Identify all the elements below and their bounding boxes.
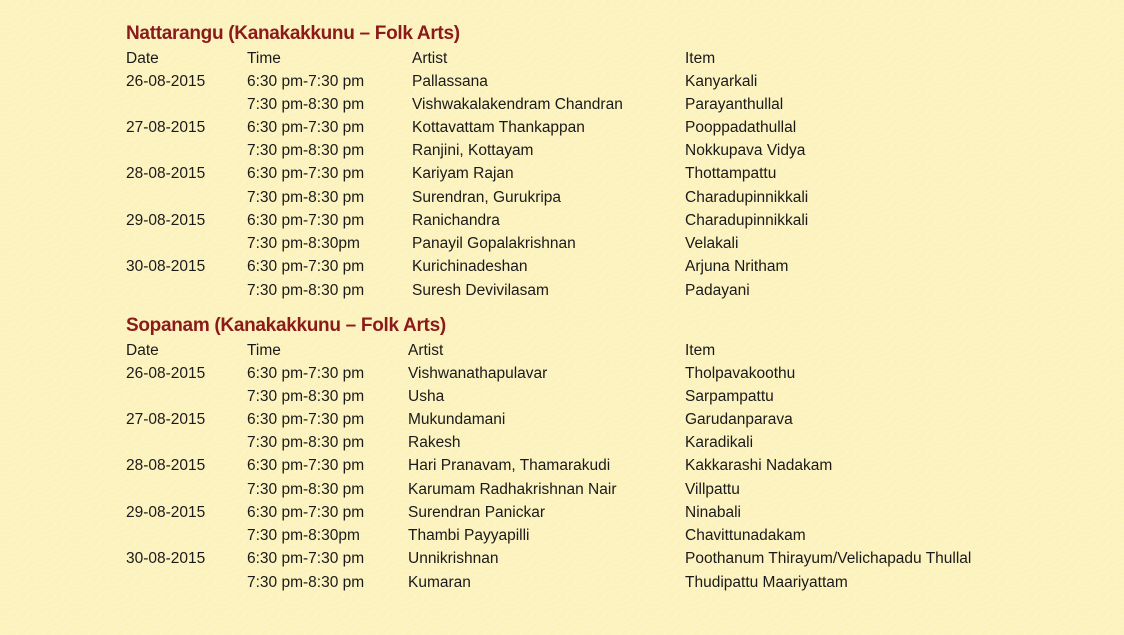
time-cell: 6:30 pm-7:30 pm <box>247 258 365 275</box>
time-cell: 7:30 pm-8:30pm <box>247 235 360 252</box>
artist-cell: Ranichandra <box>412 212 500 229</box>
item-header: Item <box>685 50 716 67</box>
table-row <box>126 235 1026 257</box>
table-row <box>126 574 1026 596</box>
section-title: Sopanam (Kanakakkunu – Folk Arts) <box>126 315 446 336</box>
time-cell: 6:30 pm-7:30 pm <box>247 457 365 474</box>
table-header-row <box>126 342 1026 364</box>
item-cell: Kakkarashi Nadakam <box>685 457 833 474</box>
artist-cell: Karumam Radhakrishnan Nair <box>408 481 617 498</box>
table-row <box>126 165 1026 187</box>
table-row <box>126 434 1026 456</box>
date-header: Date <box>126 342 159 359</box>
artist-header: Artist <box>412 50 448 67</box>
table-row <box>126 457 1026 479</box>
artist-cell: Panayil Gopalakrishnan <box>412 235 576 252</box>
time-cell: 6:30 pm-7:30 pm <box>247 550 365 567</box>
time-cell: 6:30 pm-7:30 pm <box>247 504 365 521</box>
item-cell: Padayani <box>685 282 750 299</box>
item-cell: Chavittunadakam <box>685 527 806 544</box>
artist-cell: Vishwanathapulavar <box>408 365 548 382</box>
item-cell: Poothanum Thirayum/Velichapadu Thullal <box>685 550 972 567</box>
table-row <box>126 504 1026 526</box>
artist-cell: Usha <box>408 388 445 405</box>
artist-cell: Mukundamani <box>408 411 506 428</box>
item-cell: Thudipattu Maariyattam <box>685 574 848 591</box>
table-row <box>126 527 1026 549</box>
time-header: Time <box>247 50 281 67</box>
artist-cell: Pallassana <box>412 73 488 90</box>
time-cell: 7:30 pm-8:30 pm <box>247 189 365 206</box>
item-cell: Pooppadathullal <box>685 119 797 136</box>
date-cell: 30-08-2015 <box>126 258 206 275</box>
table-row <box>126 142 1026 164</box>
item-cell: Villpattu <box>685 481 740 498</box>
table-row <box>126 365 1026 387</box>
table-row <box>126 189 1026 211</box>
table-row <box>126 282 1026 304</box>
artist-cell: Hari Pranavam, Thamarakudi <box>408 457 611 474</box>
item-cell: Charadupinnikkali <box>685 212 809 229</box>
time-cell: 7:30 pm-8:30 pm <box>247 434 365 451</box>
item-cell: Velakali <box>685 235 739 252</box>
table-row <box>126 212 1026 234</box>
item-cell: Tholpavakoothu <box>685 365 796 382</box>
time-header: Time <box>247 342 281 359</box>
artist-cell: Kurichinadeshan <box>412 258 528 275</box>
date-cell: 28-08-2015 <box>126 165 206 182</box>
time-cell: 6:30 pm-7:30 pm <box>247 119 365 136</box>
item-cell: Thottampattu <box>685 165 777 182</box>
item-cell: Kanyarkali <box>685 73 758 90</box>
table-row <box>126 411 1026 433</box>
artist-cell: Thambi Payyapilli <box>408 527 530 544</box>
artist-cell: Surendran, Gurukripa <box>412 189 562 206</box>
time-cell: 7:30 pm-8:30 pm <box>247 574 365 591</box>
item-cell: Garudanparava <box>685 411 793 428</box>
artist-cell: Kottavattam Thankappan <box>412 119 585 136</box>
time-cell: 7:30 pm-8:30 pm <box>247 388 365 405</box>
item-cell: Arjuna Nritham <box>685 258 789 275</box>
item-cell: Sarpampattu <box>685 388 774 405</box>
time-cell: 7:30 pm-8:30 pm <box>247 96 365 113</box>
artist-cell: Suresh Devivilasam <box>412 282 549 299</box>
time-cell: 7:30 pm-8:30 pm <box>247 282 365 299</box>
artist-cell: Unnikrishnan <box>408 550 499 567</box>
artist-cell: Vishwakalakendram Chandran <box>412 96 623 113</box>
time-cell: 6:30 pm-7:30 pm <box>247 365 365 382</box>
table-row <box>126 119 1026 141</box>
item-header: Item <box>685 342 716 359</box>
table-row <box>126 481 1026 503</box>
artist-cell: Rakesh <box>408 434 461 451</box>
date-cell: 28-08-2015 <box>126 457 206 474</box>
table-header-row <box>126 50 1026 72</box>
artist-cell: Surendran Panickar <box>408 504 545 521</box>
artist-cell: Ranjini, Kottayam <box>412 142 534 159</box>
time-cell: 7:30 pm-8:30 pm <box>247 481 365 498</box>
date-cell: 29-08-2015 <box>126 504 206 521</box>
section-title: Nattarangu (Kanakakkunu – Folk Arts) <box>126 23 460 44</box>
table-row <box>126 258 1026 280</box>
item-cell: Parayanthullal <box>685 96 784 113</box>
item-cell: Karadikali <box>685 434 754 451</box>
date-cell: 29-08-2015 <box>126 212 206 229</box>
time-cell: 6:30 pm-7:30 pm <box>247 165 365 182</box>
artist-cell: Kumaran <box>408 574 471 591</box>
item-cell: Ninabali <box>685 504 742 521</box>
item-cell: Nokkupava Vidya <box>685 142 806 159</box>
table-row <box>126 388 1026 410</box>
time-cell: 6:30 pm-7:30 pm <box>247 411 365 428</box>
time-cell: 6:30 pm-7:30 pm <box>247 73 365 90</box>
table-row <box>126 73 1026 95</box>
date-cell: 27-08-2015 <box>126 119 206 136</box>
date-cell: 26-08-2015 <box>126 73 206 90</box>
time-cell: 6:30 pm-7:30 pm <box>247 212 365 229</box>
table-row <box>126 96 1026 118</box>
artist-cell: Kariyam Rajan <box>412 165 514 182</box>
date-cell: 26-08-2015 <box>126 365 206 382</box>
time-cell: 7:30 pm-8:30pm <box>247 527 360 544</box>
date-header: Date <box>126 50 159 67</box>
table-row <box>126 550 1026 572</box>
artist-header: Artist <box>408 342 444 359</box>
date-cell: 27-08-2015 <box>126 411 206 428</box>
date-cell: 30-08-2015 <box>126 550 206 567</box>
time-cell: 7:30 pm-8:30 pm <box>247 142 365 159</box>
item-cell: Charadupinnikkali <box>685 189 809 206</box>
